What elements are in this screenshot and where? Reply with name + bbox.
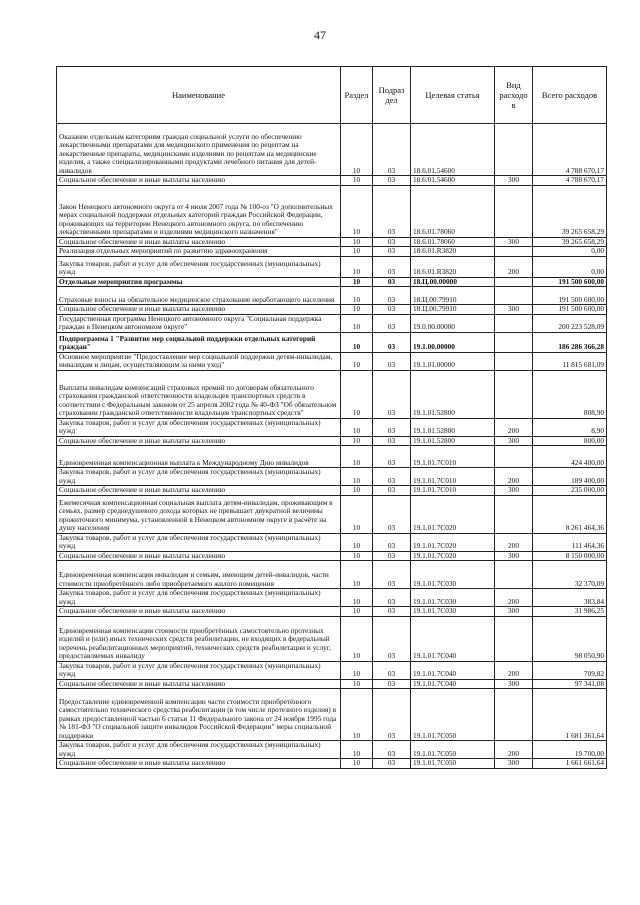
cell-name: Социальное обеспечение и иные выплаты населению [57, 237, 341, 247]
cell-section: 10 [341, 616, 373, 661]
table-row [57, 277, 607, 287]
cell-total: 32 370,09 [533, 561, 607, 589]
cell-total: 383,84 [533, 589, 607, 607]
cell-expense-type: 200 [495, 661, 533, 679]
cell-subsection: 03 [373, 332, 411, 352]
cell-expense-type: 300 [495, 759, 533, 769]
cell-article: 18.6.01.R3820 [411, 247, 495, 257]
cell-article: 19.1.01.7С050 [411, 689, 495, 741]
cell-expense-type: 200 [495, 741, 533, 759]
cell-section: 10 [341, 176, 373, 186]
table-row [57, 247, 607, 257]
table-row [57, 616, 607, 661]
header-article: Целевая статья [411, 67, 495, 124]
cell-article: 19.1.01.7С030 [411, 561, 495, 589]
cell-total: 4 788 670,17 [533, 124, 607, 176]
cell-name: Закупка товаров, работ и услуг для обеспечения государственных (муниципальных) нужд [57, 256, 341, 277]
cell-name: Государственная программа Ненецкого автономного округа "Социальная поддержка граждан в Ненецком автономном округе" [57, 314, 341, 332]
cell-expense-type [495, 287, 533, 305]
table-row [57, 551, 607, 561]
cell-total: 235 000,00 [533, 486, 607, 496]
cell-expense-type [495, 185, 533, 237]
cell-article: 19.1.01.7С010 [411, 468, 495, 486]
table-row [57, 679, 607, 689]
table-row [57, 741, 607, 759]
cell-section: 10 [341, 256, 373, 277]
cell-total: 11 815 681,09 [533, 352, 607, 370]
cell-name: Оказание отдельным категориям граждан социальной услуги по обеспечению лекарственными препаратами для медицинского применения по рецептам на лекарственные препараты, медицинскими изделиями по рецептам на медицинские изделия, а также специализированными продуктами лечебного питания для детей-инвалидов [57, 124, 341, 176]
cell-total: 8,90 [533, 418, 607, 436]
cell-subsection: 03 [373, 689, 411, 741]
header-section: Раздел [341, 67, 373, 124]
cell-section: 10 [341, 679, 373, 689]
cell-expense-type: 300 [495, 237, 533, 247]
cell-section: 10 [341, 589, 373, 607]
cell-name: Социальное обеспечение и иные выплаты населению [57, 305, 341, 315]
cell-article: 19.1.01.52800 [411, 436, 495, 446]
cell-section: 10 [341, 495, 373, 533]
cell-expense-type [495, 124, 533, 176]
cell-name: Закупка товаров, работ и услуг для обеспечения государственных (муниципальных) нужд [57, 589, 341, 607]
cell-subsection: 03 [373, 446, 411, 468]
table-row [57, 561, 607, 589]
cell-subsection: 03 [373, 256, 411, 277]
cell-article: 18.6.01.78060 [411, 185, 495, 237]
cell-subsection: 03 [373, 741, 411, 759]
cell-expense-type [495, 370, 533, 418]
cell-article: 18.Ц.00.00000 [411, 277, 495, 287]
cell-section: 10 [341, 370, 373, 418]
cell-expense-type: 200 [495, 256, 533, 277]
cell-article: 19.1.01.7С050 [411, 741, 495, 759]
cell-expense-type: 200 [495, 468, 533, 486]
cell-total: 189 400,00 [533, 468, 607, 486]
cell-total: 0,00 [533, 256, 607, 277]
cell-subsection: 03 [373, 352, 411, 370]
table-row [57, 256, 607, 277]
cell-name: Закупка товаров, работ и услуг для обеспечения государственных (муниципальных) нужд [57, 418, 341, 436]
cell-subsection: 03 [373, 679, 411, 689]
cell-name: Закон Ненецкого автономного округа от 4 июля 2007 года № 100-оз "О дополнительных мерах социальной поддержки отдельных категорий граждан Российской Федерации, проживающих на территории Ненецкого автономного округа, по обеспечению лекарственными препаратами и изделиями медицинского назначения" [57, 185, 341, 237]
cell-subsection: 03 [373, 185, 411, 237]
cell-subsection: 03 [373, 589, 411, 607]
cell-section: 10 [341, 237, 373, 247]
cell-total: 1 681 361,64 [533, 689, 607, 741]
cell-section: 10 [341, 287, 373, 305]
cell-total: 191 500 600,00 [533, 305, 607, 315]
page-number: 47 [314, 28, 326, 42]
cell-subsection: 03 [373, 247, 411, 257]
cell-name: Закупка товаров, работ и услуг для обеспечения государственных (муниципальных) нужд [57, 468, 341, 486]
table-row [57, 533, 607, 551]
cell-section: 10 [341, 305, 373, 315]
table-body [57, 124, 607, 769]
cell-name: Социальное обеспечение и иные выплаты населению [57, 679, 341, 689]
cell-subsection: 03 [373, 551, 411, 561]
cell-total: 424 400,00 [533, 446, 607, 468]
cell-expense-type: 300 [495, 305, 533, 315]
cell-section: 10 [341, 436, 373, 446]
cell-section: 10 [341, 418, 373, 436]
cell-expense-type: 300 [495, 551, 533, 561]
cell-name: Социальное обеспечение и иные выплаты населению [57, 551, 341, 561]
table-row [57, 436, 607, 446]
cell-total: 0,00 [533, 247, 607, 257]
table-row [57, 124, 607, 176]
cell-section: 10 [341, 486, 373, 496]
cell-subsection: 03 [373, 287, 411, 305]
cell-total: 200 223 528,09 [533, 314, 607, 332]
cell-subsection: 03 [373, 418, 411, 436]
cell-article: 19.1.01.7С030 [411, 607, 495, 617]
table-header-row [57, 67, 607, 124]
cell-name: Выплаты инвалидам компенсаций страховых премий по договорам обязательного страхования гражданской ответственности владельцев транспортных средств в соответствии с Федеральным законом от 25 апреля 2002 года № 40-ФЗ "Об обязательном страховании гражданской ответственности владельцев транспортных средств" [57, 370, 341, 418]
cell-article: 19.1.00.00000 [411, 332, 495, 352]
cell-subsection: 03 [373, 616, 411, 661]
table-row [57, 486, 607, 496]
cell-article: 19.1.01.52800 [411, 370, 495, 418]
cell-name: Закупка товаров, работ и услуг для обеспечения государственных (муниципальных) нужд [57, 533, 341, 551]
cell-expense-type: 200 [495, 533, 533, 551]
table-row [57, 176, 607, 186]
cell-name: Отдельные мероприятия программы [57, 277, 341, 287]
table-row [57, 589, 607, 607]
cell-article: 19.1.01.52800 [411, 418, 495, 436]
cell-total: 186 286 366,28 [533, 332, 607, 352]
cell-section: 10 [341, 352, 373, 370]
cell-section: 10 [341, 561, 373, 589]
cell-article: 19.0.00.00000 [411, 314, 495, 332]
cell-total: 39 265 658,29 [533, 237, 607, 247]
cell-section: 10 [341, 124, 373, 176]
table-row [57, 689, 607, 741]
cell-name: Социальное обеспечение и иные выплаты населению [57, 436, 341, 446]
cell-subsection: 03 [373, 124, 411, 176]
cell-subsection: 03 [373, 495, 411, 533]
cell-name: Закупка товаров, работ и услуг для обеспечения государственных (муниципальных) нужд [57, 661, 341, 679]
cell-expense-type: 300 [495, 679, 533, 689]
cell-expense-type: 300 [495, 486, 533, 496]
cell-name: Предоставление единовременной компенсации части стоимости приобретённого самостоятельно технического средства реабилитации (в том числе протезного изделия) в рамках предоставленной частью 6 статьи 11 Федерального закона от 24 ноября 1995 года № 181-ФЗ "О социальной защите инвалидов Российской Федерации" меры социальной поддержки [57, 689, 341, 741]
cell-total: 39 265 658,29 [533, 185, 607, 237]
table-row [57, 370, 607, 418]
header-total: Всего расходов [533, 67, 607, 124]
cell-name: Подпрограмма 1 "Развитие мер социальной поддержки отдельных категорий граждан" [57, 332, 341, 352]
cell-subsection: 03 [373, 305, 411, 315]
cell-article: 19.1.01.7С040 [411, 679, 495, 689]
cell-name: Единовременная компенсационная выплата к Международному Дню инвалидов [57, 446, 341, 468]
budget-table [56, 66, 607, 769]
cell-name: Социальное обеспечение и иные выплаты населению [57, 759, 341, 769]
cell-article: 19.1.01.7С050 [411, 759, 495, 769]
cell-total: 191 500 600,00 [533, 277, 607, 287]
cell-expense-type: 200 [495, 589, 533, 607]
cell-section: 10 [341, 661, 373, 679]
table-row [57, 352, 607, 370]
cell-name: Страховые взносы на обязательное медицинское страхование неработающего населения [57, 287, 341, 305]
table-row [57, 446, 607, 468]
cell-section: 10 [341, 185, 373, 237]
cell-total: 97 341,08 [533, 679, 607, 689]
cell-name: Ежемесячная компенсационная социальная выплата детям-инвалидам, проживающим в семьях, размер среднедушевого дохода которых не превышает двукратной величины прожиточного минимума, установленной в Ненецком автономном округе в расчёте на душу населения [57, 495, 341, 533]
table-row [57, 332, 607, 352]
cell-section: 10 [341, 314, 373, 332]
table-row [57, 759, 607, 769]
cell-total: 8 150 000,00 [533, 551, 607, 561]
cell-total: 98 050,90 [533, 616, 607, 661]
cell-section: 10 [341, 468, 373, 486]
cell-subsection: 03 [373, 533, 411, 551]
cell-name: Социальное обеспечение и иные выплаты населению [57, 486, 341, 496]
cell-expense-type [495, 277, 533, 287]
header-subsection: Подраз дел [373, 67, 411, 124]
cell-expense-type [495, 332, 533, 352]
cell-article: 19.1.01.7С020 [411, 533, 495, 551]
cell-expense-type: 300 [495, 176, 533, 186]
cell-name: Основное мероприятие "Предоставление мер социальной поддержки детям-инвалидам, инвалидам и лицам, осуществляющим за ними уход" [57, 352, 341, 370]
cell-article: 18.6.01.78060 [411, 237, 495, 247]
cell-section: 10 [341, 689, 373, 741]
cell-subsection: 03 [373, 176, 411, 186]
cell-expense-type [495, 561, 533, 589]
cell-article: 19.1.01.00000 [411, 352, 495, 370]
cell-subsection: 03 [373, 277, 411, 287]
table-row [57, 185, 607, 237]
cell-section: 10 [341, 759, 373, 769]
cell-subsection: 03 [373, 661, 411, 679]
cell-total: 111 464,36 [533, 533, 607, 551]
cell-expense-type: 300 [495, 436, 533, 446]
table-row [57, 305, 607, 315]
cell-expense-type: 200 [495, 418, 533, 436]
header-name: Наименование [57, 67, 341, 124]
cell-article: 19.1.01.7С020 [411, 495, 495, 533]
cell-total: 31 986,25 [533, 607, 607, 617]
cell-section: 10 [341, 533, 373, 551]
cell-article: 19.1.01.7С030 [411, 589, 495, 607]
cell-expense-type: 300 [495, 607, 533, 617]
table-row [57, 495, 607, 533]
cell-name: Закупка товаров, работ и услуг для обеспечения государственных (муниципальных) нужд [57, 741, 341, 759]
cell-expense-type [495, 495, 533, 533]
cell-total: 19 700,00 [533, 741, 607, 759]
cell-subsection: 03 [373, 237, 411, 247]
cell-section: 10 [341, 247, 373, 257]
cell-subsection: 03 [373, 486, 411, 496]
cell-section: 10 [341, 446, 373, 468]
cell-article: 19.1.01.7С040 [411, 661, 495, 679]
table-row [57, 468, 607, 486]
cell-article: 19.1.01.7С020 [411, 551, 495, 561]
table-row [57, 607, 607, 617]
cell-expense-type [495, 616, 533, 661]
table-row [57, 418, 607, 436]
cell-article: 19.1.01.7С040 [411, 616, 495, 661]
cell-subsection: 03 [373, 370, 411, 418]
cell-name: Социальное обеспечение и иные выплаты населению [57, 607, 341, 617]
cell-article: 18.6.01.R3820 [411, 256, 495, 277]
table-row [57, 287, 607, 305]
cell-total: 709,82 [533, 661, 607, 679]
table-row [57, 314, 607, 332]
cell-subsection: 03 [373, 314, 411, 332]
cell-subsection: 03 [373, 436, 411, 446]
cell-total: 4 788 670,17 [533, 176, 607, 186]
cell-subsection: 03 [373, 561, 411, 589]
cell-expense-type [495, 689, 533, 741]
cell-name: Единовременная компенсация стоимости приобретённых самостоятельно протезных изделий и (или) иных технических средств реабилитации, не входящих в федеральный перечень реабилитационных мероприятий, технических средств реабилитации и услуг, предоставляемых инвалиду [57, 616, 341, 661]
cell-article: 19.1.01.7С010 [411, 486, 495, 496]
cell-article: 18.6.01.54600 [411, 176, 495, 186]
cell-total: 1 661 661,64 [533, 759, 607, 769]
cell-total: 8 261 464,36 [533, 495, 607, 533]
cell-article: 18.Ц.00.79910 [411, 305, 495, 315]
cell-name: Социальное обеспечение и иные выплаты населению [57, 176, 341, 186]
cell-expense-type [495, 314, 533, 332]
cell-section: 10 [341, 277, 373, 287]
cell-section: 10 [341, 332, 373, 352]
cell-section: 10 [341, 551, 373, 561]
cell-expense-type [495, 352, 533, 370]
cell-article: 19.1.01.7С010 [411, 446, 495, 468]
header-expense-type: Вид расходо в [495, 67, 533, 124]
table-row [57, 661, 607, 679]
cell-total: 191 500 600,00 [533, 287, 607, 305]
cell-article: 18.Ц.00.79910 [411, 287, 495, 305]
cell-subsection: 03 [373, 607, 411, 617]
cell-name: Реализация отдельных мероприятий по развитию здравоохранения [57, 247, 341, 257]
cell-article: 18.6.01.54600 [411, 124, 495, 176]
cell-name: Единовременная компенсация инвалидам и семьям, имеющим детей-инвалидов, части стоимости приобретённого либо приобретаемого жилого помещения [57, 561, 341, 589]
cell-total: 808,90 [533, 370, 607, 418]
cell-total: 800,00 [533, 436, 607, 446]
cell-expense-type [495, 446, 533, 468]
cell-subsection: 03 [373, 759, 411, 769]
cell-expense-type [495, 247, 533, 257]
cell-section: 10 [341, 741, 373, 759]
cell-subsection: 03 [373, 468, 411, 486]
cell-section: 10 [341, 607, 373, 617]
